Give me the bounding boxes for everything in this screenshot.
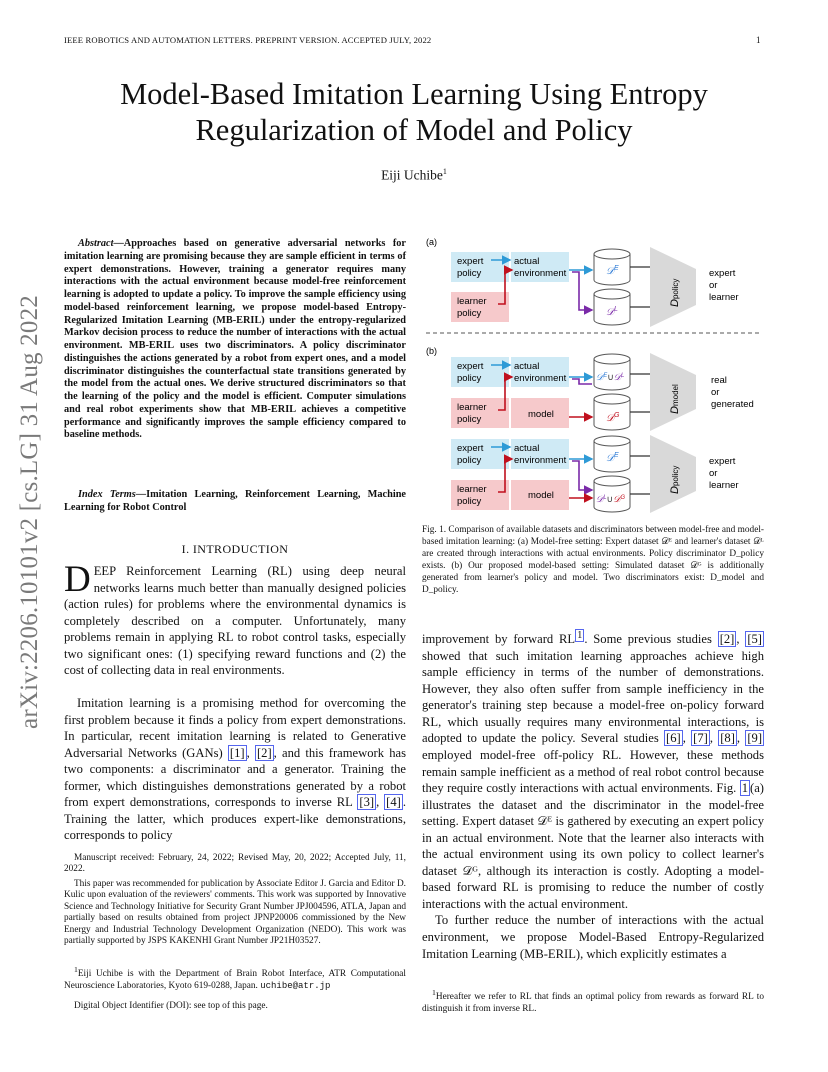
- email-link[interactable]: uchibe@atr.jp: [260, 980, 331, 991]
- intro-paragraph-2: Imitation learning is a promising method for overcoming the first problem because it finds a policy from expert demonstrations. In particular, recent imitation learning is related to Generative Adversarial Networks (GANs) [1] , [2] , and this framework has two components: a discriminator and a generator. Training the former, which distinguishes demonstrations generated by a robot from expert demonstrations, corresponds to inverse RL [3] , [4] . Training the latter, which produces expert-like demonstrations, corresponds to policy: [64, 696, 407, 843]
- section-heading: I. INTRODUCTION: [181, 542, 289, 556]
- dataset-symbol: 𝒟: [606, 307, 614, 318]
- policy-text: policy: [457, 414, 482, 425]
- affil-text: Eiji Uchibe is with the Department of Brain Robot Interface, ATR Computational Neuroscience Laboratories, Kyoto 619-0288, Japan.: [64, 969, 406, 991]
- environment-text: environment: [514, 268, 567, 279]
- dataset-sup: E: [613, 452, 619, 459]
- citation-link[interactable]: [1]: [229, 745, 245, 760]
- learner-text: learner: [457, 484, 487, 495]
- dataset-symbol: 𝒟: [613, 494, 621, 504]
- right-text-a: improvement by forward RL: [422, 632, 576, 647]
- right-paragraph-2: To further reduce the number of interactions with the actual environment, we propose Model-Based Entropy-Regularized Imitation Learning (MB-ERIL), which explicitly estimates a: [422, 913, 764, 961]
- index-terms: [64, 489, 406, 515]
- intro-p2-text-c: . Training the latter, which produces expert-like demonstrations, corresponds to policy: [64, 795, 407, 843]
- discriminator-policy-label: [669, 466, 681, 494]
- actual-text: actual: [514, 256, 540, 267]
- dataset-sup: G: [613, 412, 620, 419]
- d-sub: policy: [671, 465, 680, 487]
- dataset-sup: L: [620, 373, 625, 379]
- dataset-expert-learner-cylinder: [594, 354, 630, 390]
- discriminator-policy-label: [669, 279, 681, 307]
- model-text: model: [528, 490, 554, 501]
- citation-link[interactable]: [7]: [693, 731, 708, 746]
- right-footnote-sup: 1: [432, 988, 436, 997]
- right-text-e: (a) illustrates the dataset and the discriminator in the model-free setting. Expert dataset 𝒟ᴱ is gathered by executing an expert policy in an actual environment. Note that the learner also interacts with the actual environment using its own policy to collect learner's dataset 𝒟ᴳ, although its interaction is costly. Adopting a model-based forward RL is promising to reduce the number of costly interactions with the actual environment.: [422, 781, 764, 911]
- figure-ref-link[interactable]: 1: [741, 781, 749, 796]
- dataset-learner-generated-cylinder: [594, 476, 630, 512]
- title-line-1: Model-Based Imitation Learning Using Entropy: [120, 77, 708, 111]
- footnote-manuscript: Manuscript received: February, 24, 2022; Revised May, 20, 2022; Accepted July, 11, 2022.: [64, 853, 406, 875]
- d-symbol: D: [669, 486, 681, 494]
- model-text: model: [528, 409, 554, 420]
- author: [0, 167, 828, 184]
- d-symbol: D: [669, 299, 681, 307]
- union-symbol: ∪: [607, 372, 614, 382]
- expert-text: expert: [457, 361, 484, 372]
- dataset-symbol: 𝒟: [606, 413, 614, 424]
- citation-link[interactable]: [3]: [359, 795, 375, 810]
- footnote-support: This paper was recommended for publication by Associate Editor J. Garcia and Editor D. Kulic upon evaluation of the reviewers' comments. This work was supported by Innovative Science and Technology Initiative for Security Grant Number JPJ004596, ATLA, Japan and partially based on results obtained from project JPNP20006 commissioned by the New Energy and Industrial Technology Development Organization (NEDO). This work was partially supported by JSPS KAKENHI Grant Number JP21H03527.: [64, 879, 406, 947]
- citation-link[interactable]: [4]: [386, 795, 401, 810]
- intro-p1-text: EEP Reinforcement Learning (RL) using deep neural networks learns much better than manually designed policies (action rules) for problems where the environmental dynamics is completely described on a computer. Unfortunately, many problems remain in applying RL to robot control tasks, especially two significant ones: (1) specifying reward functions and (2) the cost of collecting data in real environments.: [64, 564, 406, 678]
- d-sub: model: [671, 384, 680, 407]
- footnote-affiliation: [64, 964, 406, 992]
- policy-text: policy: [457, 268, 482, 279]
- intro-p2-text-b: , and this framework has two components: a discriminator and a generator. Training the former, which distinguishes demonstrations generated by a robot from expert demonstrations, corresponds to inverse RL: [64, 745, 407, 810]
- output-or: or: [711, 387, 720, 398]
- running-header: IEEE ROBOTICS AND AUTOMATION LETTERS. PREPRINT VERSION. ACCEPTED JULY, 2022: [64, 35, 432, 45]
- author-name: Eiji Uchibe: [381, 167, 443, 183]
- learner-text: learner: [457, 296, 487, 307]
- right-text-c: showed that such imitation learning approaches achieve high sample efficiency in terms of the number of demonstrations. However, they also often suffer from sample inefficiency in the generator's training step because a model-free on-policy forward RL, which usually requires many environmental interactions, is adopted to update the policy. Several studies: [422, 648, 764, 746]
- citation-link[interactable]: [2]: [256, 745, 272, 760]
- citation-link[interactable]: [6]: [666, 731, 681, 746]
- drop-cap: D: [64, 559, 91, 600]
- arxiv-stamp: [10, 262, 50, 762]
- panel-a-label: (a): [426, 237, 437, 247]
- right-footnote: [422, 987, 764, 1015]
- actual-text: actual: [514, 443, 540, 454]
- figure-1-diagram: [422, 232, 764, 517]
- policy-text: policy: [457, 455, 482, 466]
- learner-text: learner: [457, 402, 487, 413]
- citation-link[interactable]: [2]: [719, 632, 735, 647]
- output-learner: learner: [709, 480, 739, 491]
- dataset-symbol: 𝒟: [596, 494, 604, 504]
- arrow-purple: [572, 272, 592, 310]
- arxiv-id: arXiv:2206.10101v2 [cs.LG] 31 Aug 2022: [16, 295, 43, 729]
- output-real: real: [711, 375, 727, 386]
- intro-paragraph-1: [64, 559, 406, 679]
- affil-sup: 1: [74, 965, 78, 974]
- union-symbol: ∪: [606, 494, 614, 504]
- abstract: [64, 238, 406, 442]
- index-terms-label: Index Terms: [78, 489, 136, 500]
- footnote-ref-link[interactable]: 1: [577, 630, 583, 641]
- abstract-text: —Approaches based on generative adversarial networks for imitation learning are promising because they are sample efficient in terms of expert demonstrations. However, training a generator requires many interactions with the actual environment because model-free reinforcement learning is adopted to update a policy. To improve the sample efficiency using model-based reinforcement learning, we propose model-based Entropy-Regularized Imitation Learning (MB-ERIL) under the entropy-regularized Markov decision process to reduce the number of interactions with the actual environment. MB-ERIL uses two discriminators. A policy discriminator distinguishes the actions generated by a robot from expert ones, and a model discriminator distinguishes the counterfactual state transitions generated by the model from the actual ones. We derive structured discriminators so that the learning of the policy and the model is efficient. Computer simulations and real robot experiments show that MB-ERIL achieves a competitive performance and significantly improves the sample efficiency compared to baseline methods.: [64, 238, 406, 441]
- dataset-sup: G: [620, 495, 625, 501]
- citation-link[interactable]: [8]: [720, 731, 735, 746]
- title-line-2: Regularization of Model and Policy: [195, 113, 633, 147]
- dataset-sup: E: [603, 373, 608, 379]
- output-expert: expert: [709, 456, 736, 467]
- expert-text: expert: [457, 443, 484, 454]
- right-footnote-text: Hereafter we refer to RL that finds an optimal policy from rewards as forward RL to distinguish it from inverse RL.: [422, 992, 764, 1014]
- actual-text: actual: [514, 361, 540, 372]
- policy-text: policy: [457, 373, 482, 384]
- dataset-sup: L: [603, 495, 607, 501]
- author-affil-mark: 1: [442, 167, 447, 176]
- dataset-sup: L: [613, 306, 618, 313]
- figure-caption: Fig. 1. Comparison of available datasets and discriminators between model-free and model-based imitation learning: (a) Model-free setting: Expert dataset 𝒟ᴱ and learner's dataset 𝒟ᴸ are created through interactions with actual environments. Policy discriminator D_policy exists. (b) Our proposed model-based setting: Simulated dataset 𝒟ᴳ is additionally generated from learner's policy and model. Two discriminators exist: D_model and D_policy.: [422, 525, 764, 595]
- abstract-label: Abstract: [78, 238, 114, 249]
- index-terms-text: —Imitation Learning, Reinforcement Learning, Machine Learning for Robot Control: [64, 489, 406, 513]
- paper-title: [0, 76, 828, 148]
- panel-b-label: (b): [426, 346, 437, 356]
- arrow-purple: [572, 379, 592, 384]
- right-text-b: . Some previous studies: [584, 632, 718, 647]
- dataset-symbol: 𝒟: [613, 372, 621, 382]
- output-or: or: [709, 280, 718, 291]
- footnote-doi: Digital Object Identifier (DOI): see top of this page.: [74, 1001, 268, 1011]
- dataset-symbol: 𝒟: [596, 372, 604, 382]
- dataset-sup: E: [613, 265, 619, 272]
- output-generated: generated: [711, 399, 754, 410]
- dataset-expert-cylinder: [594, 249, 630, 285]
- output-expert: expert: [709, 268, 736, 279]
- arrow-purple: [572, 461, 592, 490]
- svg-text:𝒟E∪𝒟L: [596, 372, 624, 382]
- policy-text: policy: [457, 496, 482, 507]
- d-sub: policy: [671, 278, 680, 300]
- environment-text: environment: [514, 455, 567, 466]
- dataset-expert-cylinder: [594, 436, 630, 472]
- citation-link[interactable]: [5]: [747, 632, 762, 647]
- d-symbol: D: [669, 406, 681, 414]
- page-number: 1: [756, 35, 761, 45]
- expert-text: expert: [457, 256, 484, 267]
- intro-p2-text-a: Imitation learning is a promising method for overcoming the first problem because it finds a policy from expert demonstrations. In particular, recent imitation learning is related to Generative Adversarial Networks (GANs): [64, 696, 406, 760]
- right-column-body: [422, 628, 764, 962]
- environment-text: environment: [514, 373, 567, 384]
- right-paragraph-1: improvement by forward RL $^1$ . Some previous studies [2] , [5] showed that such imitation learning approaches achieve high sample efficiency in terms of the number of demonstrations. However, they also often suffer from sample inefficiency in the generator's training step because a model-free on-policy forward RL, which usually requires many environmental interactions, is adopted to update the policy. Several studies [6] , [7] , [8] , [9] employed model-free off-policy RL. However, these methods remain sample inefficient as a method of real robot control because they require costly interactions with actual environments. Fig. 1 (a) illustrates the dataset and the discriminator in the model-free setting. Expert dataset 𝒟ᴱ is gathered by executing an expert policy in an actual environment. Note that the learner also interacts with the actual environment using its own policy to collect learner's dataset 𝒟ᴳ, although its interaction is costly. Adopting a model-based forward RL is promising to reduce the number of costly interactions with the actual environment.: [422, 630, 764, 911]
- output-or: or: [709, 468, 718, 479]
- discriminator-model-label: [669, 384, 681, 414]
- dataset-symbol: 𝒟: [606, 453, 614, 464]
- dataset-learner-cylinder: [594, 289, 630, 325]
- dataset-generated-cylinder: [594, 394, 630, 430]
- output-learner: learner: [709, 292, 739, 303]
- policy-text: policy: [457, 308, 482, 319]
- dataset-symbol: 𝒟: [606, 266, 614, 277]
- citation-link[interactable]: [9]: [747, 731, 763, 746]
- right-text-d: employed model-free off-policy RL. However, these methods remain sample inefficient as a method of real robot control because they require costly interactions with actual environments. Fig.: [422, 748, 764, 796]
